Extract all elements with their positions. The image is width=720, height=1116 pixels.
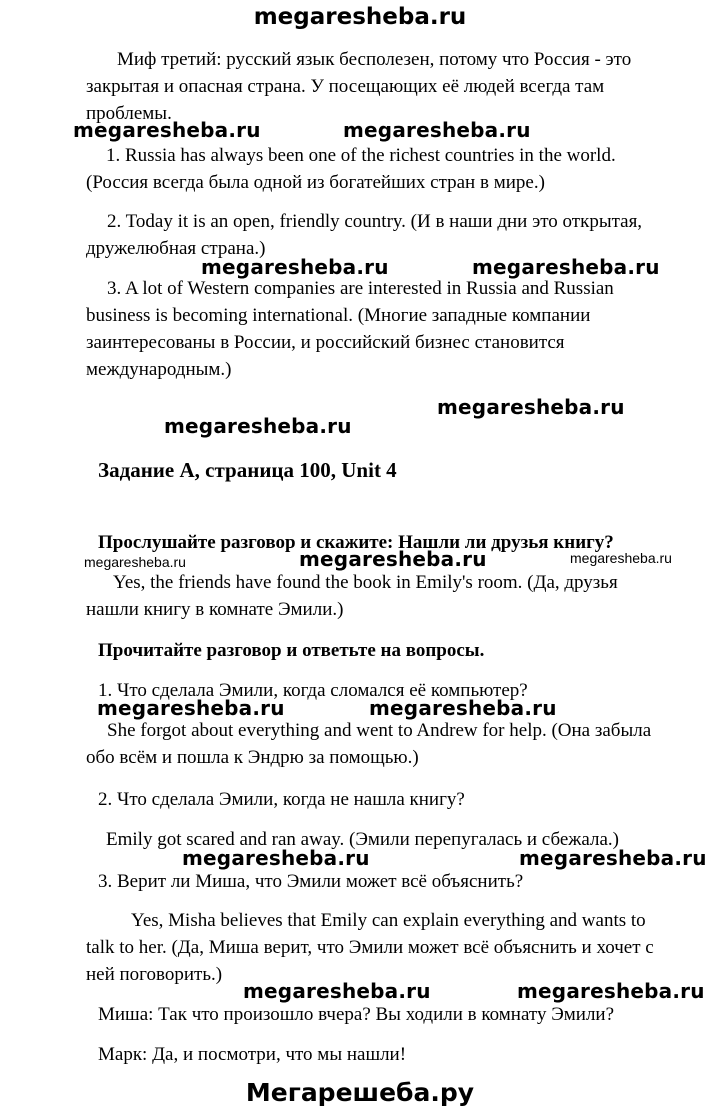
watermark: megaresheba.ru: [182, 846, 370, 870]
dialogue-line-2: Марк: Да, и посмотри, что мы нашли!: [98, 1044, 407, 1065]
answer-q3-line-2: talk to her. (Да, Миша верит, что Эмили может всё объяснить и хочет с: [86, 937, 654, 958]
answer-q2: Emily got scared and ran away. (Эмили перепугалась и сбежала.): [106, 829, 620, 850]
watermark: megaresheba.ru: [164, 414, 352, 438]
watermark: megaresheba.ru: [299, 547, 487, 571]
watermark: megaresheba.ru: [570, 550, 672, 566]
watermark: megaresheba.ru: [97, 696, 285, 720]
answer-1-line-1: 1. Russia has always been one of the richest countries in the world.: [106, 145, 616, 166]
answer-3-line-1: 3. A lot of Western companies are interested in Russia and Russian: [107, 278, 614, 299]
watermark: megaresheba.ru: [517, 979, 705, 1003]
watermark: megaresheba.ru: [369, 696, 557, 720]
answer-q1-line-1: She forgot about everything and went to Andrew for help. (Она забыла: [107, 720, 652, 741]
answer-1-line-2: (Россия всегда была одной из богатейших стран в мире.): [86, 172, 545, 193]
answer-2-line-2: дружелюбная страна.): [86, 238, 266, 259]
question-2: 2. Что сделала Эмили, когда не нашла книгу?: [98, 789, 465, 810]
watermark: megaresheba.ru: [73, 118, 261, 142]
answer-2-line-1: 2. Today it is an open, friendly country. (И в наши дни это открытая,: [107, 211, 643, 232]
answer-3-line-3: заинтересованы в России, и российский бизнес становится: [86, 332, 565, 353]
watermark: megaresheba.ru: [201, 255, 389, 279]
answer-3-line-4: международным.): [86, 359, 232, 380]
watermark: megaresheba.ru: [472, 255, 660, 279]
answer-3-line-2: business is becoming international. (Многие западные компании: [86, 305, 591, 326]
watermark: megaresheba.ru: [243, 979, 431, 1003]
watermark: megaresheba.ru: [84, 554, 186, 570]
myth-line-1: Миф третий: русский язык бесполезен, потому что Россия - это: [117, 49, 632, 70]
listen-answer-line-1: Yes, the friends have found the book in Emily's room. (Да, друзья: [113, 572, 618, 593]
watermark: megaresheba.ru: [519, 846, 707, 870]
answer-q3-line-1: Yes, Misha believes that Emily can explain everything and wants to: [131, 910, 646, 931]
listen-answer-line-2: нашли книгу в комнате Эмили.): [86, 599, 344, 620]
answer-q1-line-2: обо всём и пошла к Эндрю за помощью.): [86, 747, 419, 768]
answer-q3-line-3: ней поговорить.): [86, 964, 223, 985]
myth-line-3: проблемы.: [86, 103, 172, 124]
site-header: megaresheba.ru: [253, 4, 467, 30]
dialogue-line-1: Миша: Так что произошло вчера? Вы ходили в комнату Эмили?: [98, 1004, 615, 1025]
read-instruction: Прочитайте разговор и ответьте на вопросы.: [98, 640, 485, 661]
question-3: 3. Верит ли Миша, что Эмили может всё объяснить?: [98, 871, 524, 892]
watermark: megaresheba.ru: [343, 118, 531, 142]
task-heading: Задание А, страница 100, Unit 4: [98, 458, 397, 482]
question-1: 1. Что сделала Эмили, когда сломался её компьютер?: [98, 680, 528, 701]
site-footer: Мегарешеба.ру: [245, 1078, 475, 1107]
watermark: megaresheba.ru: [437, 395, 625, 419]
myth-line-2: закрытая и опасная страна. У посещающих её людей всегда там: [86, 76, 605, 97]
listen-instruction: Прослушайте разговор и скажите: Нашли ли друзья книгу?: [98, 532, 614, 553]
